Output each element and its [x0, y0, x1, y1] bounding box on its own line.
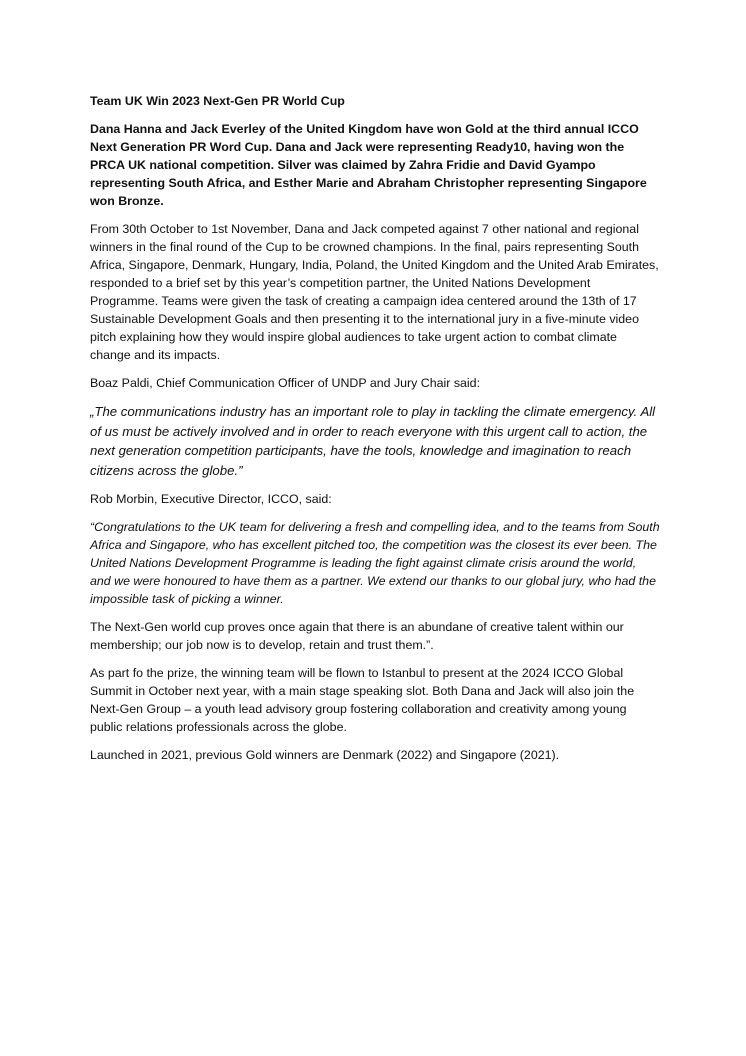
lead-paragraph: Dana Hanna and Jack Everley of the United Kingdom have won Gold at the third annual ICCO Next Generation PR Word Cup. Dana and Jack were representing Ready10, having won the PRCA UK national competition. Silver was claimed by Zahra Fridie and David Gyampo representing South Africa, and Esther Marie and Abraham Christopher representing Singapore won Bronze. [90, 122, 647, 208]
body-paragraph-4: Launched in 2021, previous Gold winners are Denmark (2022) and Singapore (2021). [90, 748, 560, 762]
document-title: Team UK Win 2023 Next-Gen PR World Cup [90, 94, 345, 108]
body-paragraph-3: As part fo the prize, the winning team will be flown to Istanbul to present at the 2024 ICCO Global Summit in October next year, with a main stage speaking slot. Both Dana and Jack will also join the Next-Gen Group – a youth lead advisory group fostering collaboration and creativity among young public relations professionals across the globe. [90, 666, 635, 734]
quote-attribution-1: Boaz Paldi, Chief Communication Officer of UNDP and Jury Chair said: [90, 376, 481, 390]
quote-1: „The communications industry has an important role to play in tackling the climate emergency. All of us must be actively involved and in order to reach everyone with this urgent call to action, the next generation competition participants, have the tools, knowledge and imagination to reach citizens across the globe.” [90, 404, 656, 478]
quote-attribution-2: Rob Morbin, Executive Director, ICCO, said: [90, 492, 332, 506]
body-paragraph-2: The Next-Gen world cup proves once again that there is an abundane of creative talent within our membership; our job now is to develop, retain and trust them.”. [90, 620, 624, 652]
quote-2: “Congratulations to the UK team for delivering a fresh and compelling idea, and to the teams from South Africa and Singapore, who has excellent pitched too, the competition was the closest its ever been. The United Nations Development Programme is leading the fight against climate crisis around the world, and we were honoured to have them as a partner. We extend our thanks to our global jury, who had the impossible task of picking a winner. [90, 520, 660, 606]
body-paragraph-1: From 30th October to 1st November, Dana and Jack competed against 7 other national and regional winners in the final round of the Cup to be crowned champions. In the final, pairs representing South Africa, Singapore, Denmark, Hungary, India, Poland, the United Kingdom and the United Arab Emirates, responded to a brief set by this year’s competition partner, the United Nations Development Programme. Teams were given the task of creating a campaign idea centered around the 13th of 17 Sustainable Development Goals and then presenting it to the international jury in a five-minute video pitch explaining how they would inspire global audiences to take urgent action to combat climate change and its impacts. [90, 222, 659, 362]
document-page [90, 92, 660, 774]
